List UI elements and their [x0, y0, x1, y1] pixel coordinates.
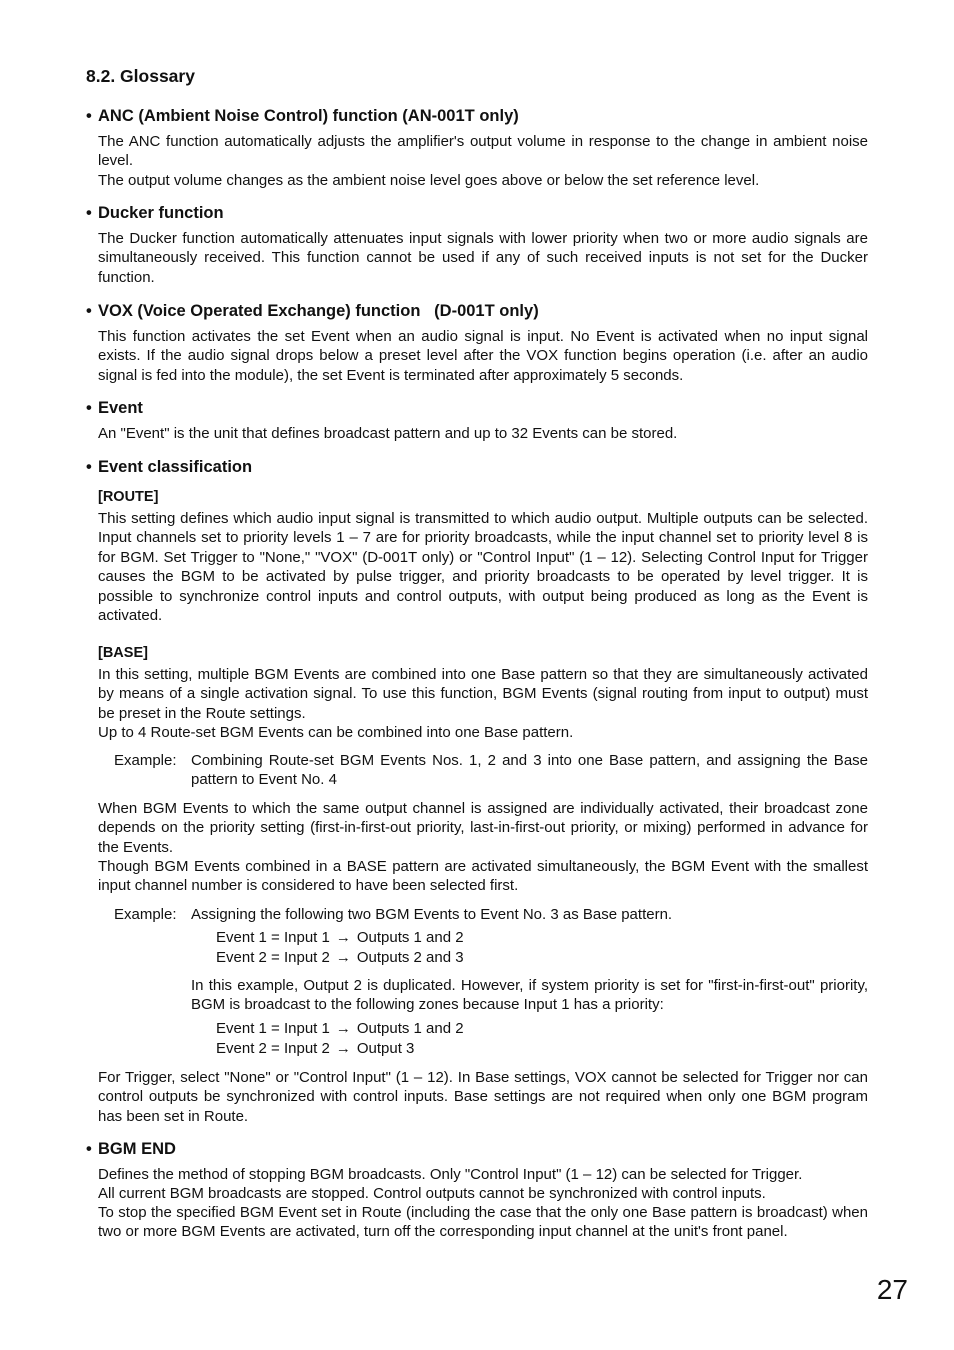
right-arrow-icon: → [335, 1020, 351, 1037]
mapping-target: Outputs 1 and 2 [356, 929, 464, 946]
bullet: • [86, 1140, 92, 1158]
page-number: 27 [876, 1274, 908, 1305]
entry-title-ducker [86, 204, 224, 223]
right-arrow-icon: → [335, 1040, 351, 1057]
right-arrow-icon: → [335, 929, 351, 946]
bullet: • [86, 458, 92, 476]
bgm-end-paragraph-1: Defines the method of stopping BGM broadcasts. Only "Control Input" (1 – 12) can be selected for Trigger. [98, 1166, 803, 1183]
mapping-source: Event 2 = Input 2 [216, 1040, 330, 1057]
vox-paragraph: This function activates the set Event when an audio signal is input. No Event is activated when no input signal exists. If the audio signal drops below a preset level after the VOX function begins operation (i.e. after an audio signal is fed into the module), the set Event is terminated after approximately 5 seconds. [98, 328, 868, 384]
bgm-end-paragraph-2: All current BGM broadcasts are stopped. Control outputs cannot be synchronized with control inputs. [98, 1185, 766, 1202]
mapping-target: Output 3 [356, 1040, 415, 1057]
route-heading: [ROUTE] [98, 489, 159, 505]
anc-paragraph-1: The ANC function automatically adjusts the amplifier's output volume in response to the change in ambient noise level. [98, 133, 868, 170]
mapping-source: Event 1 = Input 1 [216, 1020, 330, 1037]
anc-paragraph-2: The output volume changes as the ambient noise level goes above or below the set reference level. [98, 172, 760, 189]
base-paragraph-4: Though BGM Events combined in a BASE pattern are activated simultaneously, the BGM Event with the smallest input channel number is considered to have been selected first. [98, 858, 868, 895]
entry-title-text: ANC (Ambient Noise Control) function (AN-001T only) [98, 107, 519, 125]
bullet: • [86, 107, 92, 125]
mapping-target: Outputs 1 and 2 [356, 1020, 464, 1037]
base-paragraph-1: In this setting, multiple BGM Events are combined into one Base pattern so that they are simultaneously activated by means of a single activation signal. To use this function, BGM Events (signal routing from input to output) must be preset in the Route settings. [98, 666, 868, 722]
section-title: 8.2. Glossary [86, 66, 195, 86]
route-paragraph: This setting defines which audio input signal is transmitted to which audio output. Multiple outputs can be selected. Input channels set to priority levels 1 – 7 are for priority broadcasts, while the input channel set to priority level 8 is for BGM. Set Trigger to "None," "VOX" (D-001T only) or "Control Input" (1 – 12). Selecting Control Input for Trigger causes the BGM to be activated by pulse trigger, and priority broadcasts to be operated by level trigger. It is possible to synchronize control inputs and control outputs, with output being produced as long as the Event is activated. [98, 510, 868, 625]
example-text: Combining Route-set BGM Events Nos. 1, 2 and 3 into one Base pattern, and assigning the Base pattern to Event No. 4 [191, 752, 868, 789]
entry-title-text: VOX (Voice Operated Exchange) function (D-001T only) [98, 302, 539, 320]
example-note: In this example, Output 2 is duplicated. However, if system priority is set for "first-in-first-out" priority, BGM is broadcast to the following zones because Input 1 has a priority: [191, 977, 868, 1014]
entry-title-anc [86, 107, 519, 126]
base-heading: [BASE] [98, 645, 148, 661]
bullet: • [86, 302, 92, 320]
mapping-line [216, 1039, 414, 1059]
event-paragraph: An "Event" is the unit that defines broadcast pattern and up to 32 Events can be stored. [98, 425, 678, 442]
base-paragraph-2: Up to 4 Route-set BGM Events can be combined into one Base pattern. [98, 724, 574, 741]
entry-title-text: Ducker function [98, 204, 224, 222]
base-paragraph-5: For Trigger, select "None" or "Control Input" (1 – 12). In Base settings, VOX cannot be selected for Trigger nor can control outputs be synchronized with control inputs. Base settings are not required when only one BGM program has been set in Route. [98, 1069, 868, 1125]
bgm-end-paragraph-3: To stop the specified BGM Event set in Route (including the case that the only one Base pattern is broadcast) when two or more BGM Events are activated, turn off the corresponding input channel at the unit's front panel. [98, 1204, 868, 1241]
mapping-source: Event 1 = Input 1 [216, 929, 330, 946]
entry-title-bgm-end [86, 1140, 176, 1159]
mapping-line [216, 1019, 464, 1039]
entry-title-vox [86, 302, 539, 321]
entry-title-text: BGM END [98, 1140, 176, 1158]
mapping-line [216, 948, 464, 968]
right-arrow-icon: → [335, 949, 351, 966]
base-paragraph-3: When BGM Events to which the same output channel is assigned are individually activated, their broadcast zone depends on the priority setting (first-in-first-out priority, last-in-first-out priority, or mixing) performed in advance for the Events. [98, 800, 868, 856]
ducker-paragraph: The Ducker function automatically attenuates input signals with lower priority when two or more audio signals are simultaneously received. This function cannot be used if any of such received inputs is not set for the Ducker function. [98, 230, 868, 286]
entry-title-event [86, 399, 143, 418]
bullet: • [86, 399, 92, 417]
mapping-source: Event 2 = Input 2 [216, 949, 330, 966]
example-text: Assigning the following two BGM Events to Event No. 3 as Base pattern. [191, 906, 673, 923]
entry-title-text: Event classification [98, 458, 253, 476]
mapping-target: Outputs 2 and 3 [356, 949, 464, 966]
bullet: • [86, 204, 92, 222]
entry-title-event-classification [86, 458, 252, 477]
mapping-line [216, 928, 464, 948]
entry-title-text: Event [98, 399, 143, 417]
example-label: Example: [114, 906, 177, 923]
example-label: Example: [114, 752, 177, 769]
